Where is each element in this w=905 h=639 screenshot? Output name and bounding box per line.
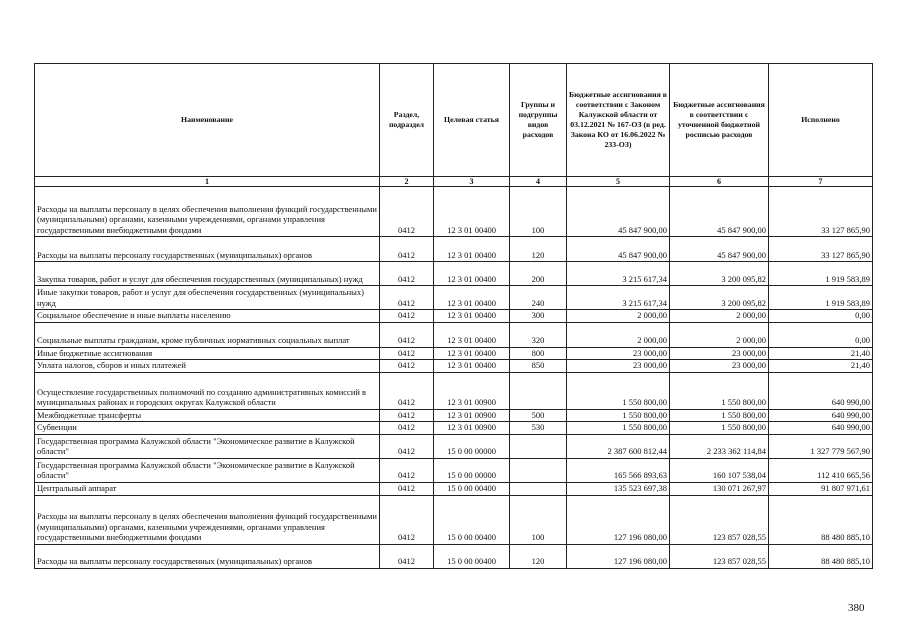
row-section: 0412 — [380, 286, 434, 310]
row-law-amount: 3 215 617,34 — [567, 286, 670, 310]
row-target: 15 0 00 00400 — [434, 482, 510, 495]
row-section: 0412 — [380, 409, 434, 422]
row-refined-amount: 23 000,00 — [670, 360, 769, 373]
table-row — [35, 482, 873, 495]
row-executed-amount: 640 990,00 — [769, 372, 873, 409]
row-law-amount: 23 000,00 — [567, 347, 670, 360]
row-name: Расходы на выплаты персоналу государственных (муниципальных) органов — [35, 237, 380, 262]
table-row — [35, 262, 873, 286]
row-executed-amount: 88 480 885,10 — [769, 544, 873, 568]
row-name: Социальные выплаты гражданам, кроме публичных нормативных социальных выплат — [35, 322, 380, 347]
row-section: 0412 — [380, 347, 434, 360]
row-refined-amount: 1 550 800,00 — [670, 422, 769, 435]
row-section: 0412 — [380, 322, 434, 347]
header-section: Раздел, подраздел — [380, 64, 434, 177]
row-name: Социальное обеспечение и иные выплаты населению — [35, 310, 380, 323]
row-group: 240 — [510, 286, 567, 310]
row-name: Государственная программа Калужской области "Экономическое развитие в Калужской области" — [35, 458, 380, 482]
table-header-row — [35, 64, 873, 177]
column-number: 4 — [510, 177, 567, 187]
table-row — [35, 187, 873, 237]
row-group: 800 — [510, 347, 567, 360]
row-law-amount: 1 550 800,00 — [567, 409, 670, 422]
row-target: 12 3 01 00400 — [434, 237, 510, 262]
row-executed-amount: 1 327 779 567,90 — [769, 434, 873, 458]
row-target: 12 3 01 00400 — [434, 286, 510, 310]
row-target: 12 3 01 00400 — [434, 262, 510, 286]
row-target: 15 0 00 00000 — [434, 458, 510, 482]
table-row — [35, 422, 873, 435]
row-group: 120 — [510, 237, 567, 262]
budget-execution-table — [34, 63, 873, 569]
row-executed-amount: 21,40 — [769, 347, 873, 360]
row-refined-amount: 1 550 800,00 — [670, 372, 769, 409]
row-target: 15 0 00 00000 — [434, 434, 510, 458]
row-target: 12 3 01 00400 — [434, 322, 510, 347]
row-target: 12 3 01 00900 — [434, 409, 510, 422]
table-row — [35, 286, 873, 310]
row-group: 200 — [510, 262, 567, 286]
row-target: 12 3 01 00900 — [434, 372, 510, 409]
row-group: 100 — [510, 187, 567, 237]
row-target: 12 3 01 00900 — [434, 422, 510, 435]
page-number: 380 — [848, 602, 865, 614]
header-groups: Группы и подгруппы видов расходов — [510, 64, 567, 177]
column-number: 6 — [670, 177, 769, 187]
header-law-allocation: Бюджетные ассигнования в соответствии с Законом Калужской области от 03.12.2021 № 167-ОЗ (в ред. Закона КО от 16.06.2022 № 233-ОЗ) — [567, 64, 670, 177]
row-name: Расходы на выплаты персоналу в целях обеспечения выполнения функций государственными (муниципальными) органами, казенными учреждениями, органами управления государственными внебюджетными фондами — [35, 495, 380, 544]
row-executed-amount: 0,00 — [769, 310, 873, 323]
row-group: 850 — [510, 360, 567, 373]
row-section: 0412 — [380, 482, 434, 495]
row-section: 0412 — [380, 262, 434, 286]
row-group — [510, 482, 567, 495]
row-group: 120 — [510, 544, 567, 568]
row-executed-amount: 1 919 583,89 — [769, 262, 873, 286]
row-target: 12 3 01 00400 — [434, 310, 510, 323]
row-target: 12 3 01 00400 — [434, 360, 510, 373]
table-row — [35, 434, 873, 458]
row-name: Межбюджетные трансферты — [35, 409, 380, 422]
table-row — [35, 310, 873, 323]
table-row — [35, 544, 873, 568]
column-number: 3 — [434, 177, 510, 187]
column-number: 5 — [567, 177, 670, 187]
row-group: 320 — [510, 322, 567, 347]
row-section: 0412 — [380, 422, 434, 435]
row-section: 0412 — [380, 187, 434, 237]
row-section: 0412 — [380, 544, 434, 568]
row-executed-amount: 33 127 865,90 — [769, 187, 873, 237]
row-section: 0412 — [380, 237, 434, 262]
row-refined-amount: 2 000,00 — [670, 322, 769, 347]
row-refined-amount: 3 200 095,82 — [670, 286, 769, 310]
table-row — [35, 360, 873, 373]
row-law-amount: 135 523 697,38 — [567, 482, 670, 495]
row-group — [510, 372, 567, 409]
row-group: 300 — [510, 310, 567, 323]
header-target: Целевая статья — [434, 64, 510, 177]
row-refined-amount: 130 071 267,97 — [670, 482, 769, 495]
row-name: Государственная программа Калужской области "Экономическое развитие в Калужской области" — [35, 434, 380, 458]
table-row — [35, 237, 873, 262]
row-group: 100 — [510, 495, 567, 544]
row-name: Иные закупки товаров, работ и услуг для обеспечения государственных (муниципальных) нужд — [35, 286, 380, 310]
table-body — [35, 187, 873, 569]
row-section: 0412 — [380, 434, 434, 458]
row-name: Уплата налогов, сборов и иных платежей — [35, 360, 380, 373]
row-name: Центральный аппарат — [35, 482, 380, 495]
row-executed-amount: 33 127 865,90 — [769, 237, 873, 262]
row-executed-amount: 112 410 665,56 — [769, 458, 873, 482]
row-refined-amount: 3 200 095,82 — [670, 262, 769, 286]
row-law-amount: 2 000,00 — [567, 310, 670, 323]
row-group: 500 — [510, 409, 567, 422]
row-name: Иные бюджетные ассигнования — [35, 347, 380, 360]
table-row — [35, 495, 873, 544]
row-refined-amount: 160 107 538,04 — [670, 458, 769, 482]
row-target: 15 0 00 00400 — [434, 495, 510, 544]
row-refined-amount: 23 000,00 — [670, 347, 769, 360]
row-name: Субвенции — [35, 422, 380, 435]
row-target: 12 3 01 00400 — [434, 347, 510, 360]
row-target: 12 3 01 00400 — [434, 187, 510, 237]
row-law-amount: 45 847 900,00 — [567, 237, 670, 262]
column-number: 2 — [380, 177, 434, 187]
row-law-amount: 23 000,00 — [567, 360, 670, 373]
row-law-amount: 1 550 800,00 — [567, 422, 670, 435]
row-refined-amount: 45 847 900,00 — [670, 187, 769, 237]
row-executed-amount: 640 990,00 — [769, 422, 873, 435]
row-executed-amount: 21,40 — [769, 360, 873, 373]
row-law-amount: 45 847 900,00 — [567, 187, 670, 237]
row-section: 0412 — [380, 360, 434, 373]
column-number-row — [35, 177, 873, 187]
row-refined-amount: 2 233 362 114,84 — [670, 434, 769, 458]
row-executed-amount: 1 919 583,89 — [769, 286, 873, 310]
row-executed-amount: 0,00 — [769, 322, 873, 347]
row-target: 15 0 00 00400 — [434, 544, 510, 568]
row-refined-amount: 2 000,00 — [670, 310, 769, 323]
row-section: 0412 — [380, 310, 434, 323]
row-group: 530 — [510, 422, 567, 435]
column-number: 7 — [769, 177, 873, 187]
row-refined-amount: 45 847 900,00 — [670, 237, 769, 262]
row-law-amount: 2 000,00 — [567, 322, 670, 347]
row-law-amount: 2 387 600 812,44 — [567, 434, 670, 458]
table-row — [35, 372, 873, 409]
row-law-amount: 3 215 617,34 — [567, 262, 670, 286]
row-section: 0412 — [380, 458, 434, 482]
row-name: Расходы на выплаты персоналу в целях обеспечения выполнения функций государственными (муниципальными) органами, казенными учреждениями, органами управления государственными внебюджетными фондами — [35, 187, 380, 237]
header-refined-allocation: Бюджетные ассигнования в соответствии с уточненной бюджетной росписью расходов — [670, 64, 769, 177]
row-refined-amount: 123 857 028,55 — [670, 495, 769, 544]
row-law-amount: 127 196 080,00 — [567, 495, 670, 544]
header-name: Наименование — [35, 64, 380, 177]
table-row — [35, 322, 873, 347]
table-row — [35, 458, 873, 482]
row-executed-amount: 91 807 971,61 — [769, 482, 873, 495]
row-executed-amount: 88 480 885,10 — [769, 495, 873, 544]
row-law-amount: 127 196 080,00 — [567, 544, 670, 568]
row-refined-amount: 123 857 028,55 — [670, 544, 769, 568]
column-number: 1 — [35, 177, 380, 187]
row-section: 0412 — [380, 372, 434, 409]
row-refined-amount: 1 550 800,00 — [670, 409, 769, 422]
row-section: 0412 — [380, 495, 434, 544]
table-row — [35, 409, 873, 422]
row-group — [510, 458, 567, 482]
header-executed: Исполнено — [769, 64, 873, 177]
row-group — [510, 434, 567, 458]
row-executed-amount: 640 990,00 — [769, 409, 873, 422]
row-name: Расходы на выплаты персоналу государственных (муниципальных) органов — [35, 544, 380, 568]
row-name: Закупка товаров, работ и услуг для обеспечения государственных (муниципальных) нужд — [35, 262, 380, 286]
table-row — [35, 347, 873, 360]
row-name: Осуществление государственных полномочий по созданию административных комиссий в муниципальных районах и городских округах Калужской области — [35, 372, 380, 409]
row-law-amount: 1 550 800,00 — [567, 372, 670, 409]
row-law-amount: 165 566 893,63 — [567, 458, 670, 482]
